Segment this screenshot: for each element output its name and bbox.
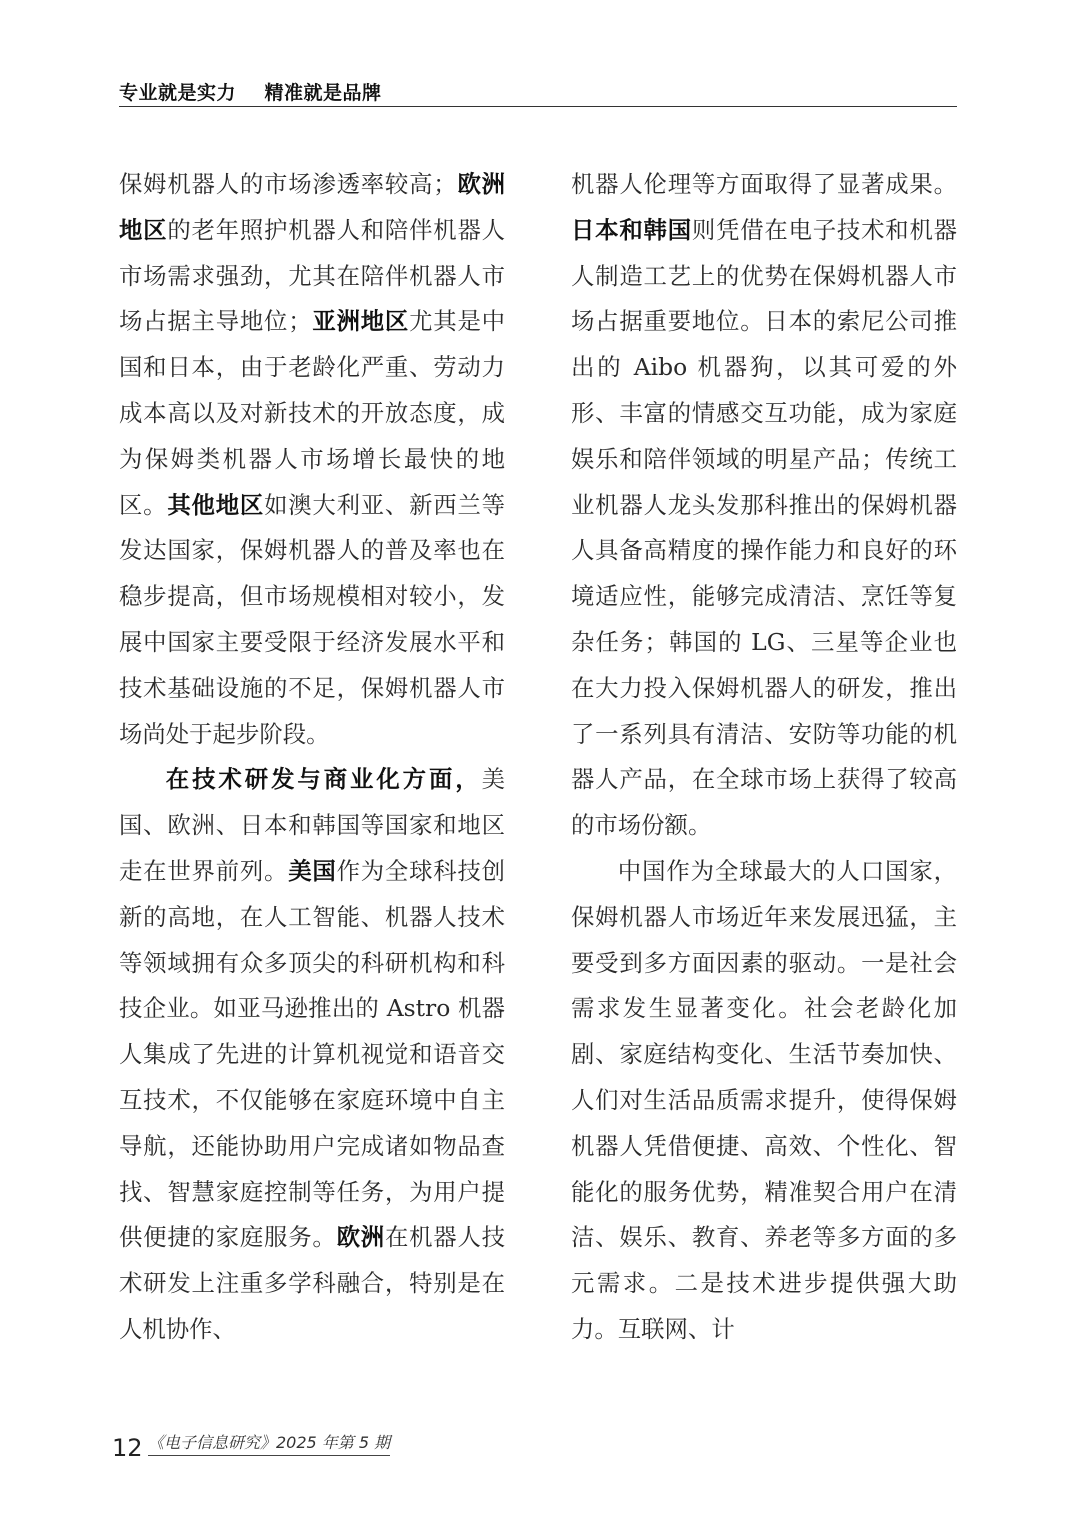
paragraph-japan-korea	[571, 162, 957, 849]
body-text: 保姆机器人的市场渗透率较高；	[119, 170, 457, 198]
journal-info: 《电子信息研究》2025 年第 5 期	[148, 1430, 390, 1456]
body-text: 作为全球科技创新的高地，在人工智能、机器人技术等领域拥有众多顶尖的科研机构和科技企业。如亚马逊推出的 Astro 机器人集成了先进的计算机视觉和语音交互技术，不仅能够在家庭环境中自主导航，还能协助用户完成诸如物品查找、智慧家庭控制等任务，为用户提供便捷的家庭服务。	[119, 856, 506, 1252]
bold-term-asia: 亚洲地区	[311, 307, 410, 336]
bold-term-europe-2: 欧洲	[336, 1223, 385, 1252]
body-text: 中国作为全球最大的人口国家，保姆机器人市场近年来发展迅猛，主要受到多方面因素的驱动。一是社会需求发生显著变化。社会老龄化加剧、家庭结构变化、生活节奏加快、人们对生活品质需求提升，使得保姆机器人凭借便捷、高效、个性化、智能化的服务优势，精准契合用户在清洁、娱乐、教育、养老等多方面的多元需求。二是技术进步提供强大助力。互联网、计	[571, 856, 957, 1343]
page-footer	[112, 1428, 412, 1468]
body-text: 如澳大利亚、新西兰等发达国家，保姆机器人的普及率也在稳步提高，但市场规模相对较小，发展中国家主要受限于经济发展水平和技术基础设施的不足，保姆机器人市场尚处于起步阶段。	[119, 490, 506, 748]
right-column	[571, 162, 957, 1353]
body-text: 则凭借在电子技术和机器人制造工艺上的优势在保姆机器人市场占据重要地位。日本的索尼公司推出的 Aibo 机器狗，以其可爱的外形、丰富的情感交互功能，成为家庭娱乐和陪伴领域的明星产品；传统工业机器人龙头发那科推出的保姆机器人具备高精度的操作能力和良好的环境适应性，能够完成清洁、烹饪等复杂任务；韩国的 LG、三星等企业也在大力投入保姆机器人的研发，推出了一系列具有清洁、安防等功能的机器人产品，在全球市场上获得了较高的市场份额。	[571, 215, 958, 840]
left-column	[119, 162, 505, 1353]
body-text: 在机器人技术研发上注重多学科融合，特别是在人机协作、	[119, 1223, 506, 1343]
paragraph-regional-market	[119, 162, 505, 757]
bold-term-japan-korea: 日本和韩国	[571, 215, 692, 244]
body-text: 的老年照护机器人和陪伴机器人市场需求强劲，尤其在陪伴机器人市场占据主导地位；	[119, 215, 506, 336]
body-text: 尤其是中国和日本，由于老龄化严重、劳动力成本高以及对新技术的开放态度，成为保姆类机器人市场增长最快的地区。	[119, 307, 506, 519]
header-slogan: 专业就是实力 精准就是品牌	[119, 82, 382, 104]
running-header	[119, 76, 957, 107]
bold-term-tech-rd: 在技术研发与商业化方面，	[165, 765, 482, 794]
bold-term-other: 其他地区	[167, 490, 265, 519]
page-number: 12	[112, 1434, 143, 1462]
body-text: 机器人伦理等方面取得了显著成果。	[571, 170, 957, 198]
bold-term-europe: 欧洲地区	[119, 170, 506, 244]
paragraph-china-market	[571, 849, 957, 1353]
body-text: 美国、欧洲、日本和韩国等国家和地区走在世界前列。	[119, 765, 505, 885]
bold-term-usa: 美国	[288, 856, 337, 885]
paragraph-tech-rd	[119, 757, 505, 1352]
